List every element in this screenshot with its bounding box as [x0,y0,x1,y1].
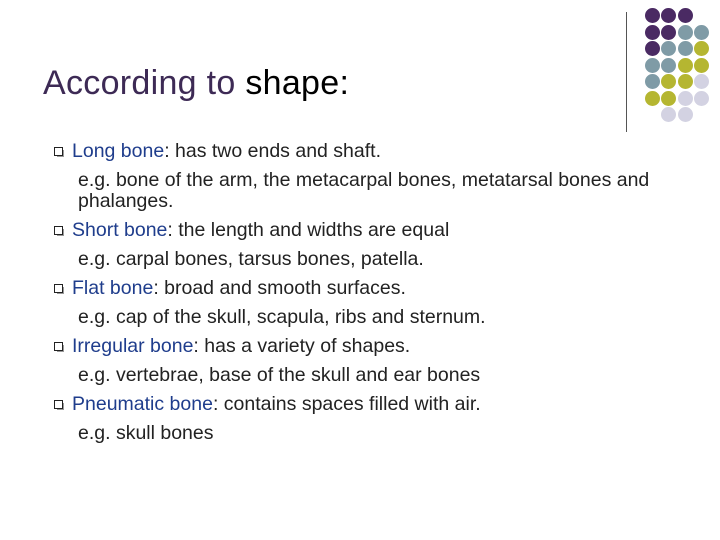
bone-example: e.g. vertebrae, base of the skull and ear bones [78,364,481,386]
bone-definition: : the length and widths are equal [167,219,450,241]
decorative-dot [661,91,676,106]
square-bullet-icon [54,147,63,156]
bone-example: e.g. skull bones [78,422,214,444]
slide-title [43,64,349,103]
decorative-dot [661,74,676,89]
decorative-dot [694,25,709,40]
decorative-dot [678,91,693,106]
bone-example: e.g. bone of the arm, the metacarpal bones, metatarsal bones and phalanges. [78,169,650,212]
decorative-dot [645,25,660,40]
decorative-divider-line [626,12,627,132]
decorative-dot [661,25,676,40]
bone-definition: : broad and smooth surfaces. [153,277,406,299]
list-item-short-bone [54,216,694,274]
decorative-dot [678,74,693,89]
decorative-dot-grid [636,8,720,120]
bone-term: Long bone [72,140,165,162]
square-bullet-icon [54,284,63,293]
bone-type-list [54,137,694,448]
decorative-dot [645,41,660,56]
decorative-dot [645,74,660,89]
bone-term: Short bone [72,219,168,241]
bone-definition: : contains spaces filled with air. [212,393,481,415]
decorative-dot [694,41,709,56]
decorative-dot [694,58,709,73]
decorative-dot [661,58,676,73]
title-colored-part: According to [43,64,236,102]
bone-example: e.g. carpal bones, tarsus bones, patella. [78,248,424,270]
bone-definition: : has a variety of shapes. [193,335,411,357]
list-item-long-bone [54,137,694,216]
decorative-dot [645,8,660,23]
bone-example: e.g. cap of the skull, scapula, ribs and sternum. [78,306,486,328]
decorative-dot [661,41,676,56]
list-item-flat-bone [54,274,694,332]
decorative-dot [645,91,660,106]
decorative-dot [678,8,693,23]
decorative-dot [694,74,709,89]
decorative-dot [678,107,693,122]
bone-term: Flat bone [72,277,154,299]
title-black-part: shape: [245,64,350,102]
decorative-dot [678,41,693,56]
decorative-dot [678,25,693,40]
square-bullet-icon [54,226,63,235]
square-bullet-icon [54,342,63,351]
square-bullet-icon [54,400,63,409]
bone-term: Irregular bone [72,335,194,357]
decorative-dot [694,91,709,106]
decorative-dot [645,58,660,73]
bone-term: Pneumatic bone [72,393,213,415]
decorative-dot [678,58,693,73]
bone-definition: : has two ends and shaft. [164,140,381,162]
list-item-pneumatic-bone [54,390,694,448]
list-item-irregular-bone [54,332,694,390]
decorative-dot [661,107,676,122]
decorative-dot [661,8,676,23]
